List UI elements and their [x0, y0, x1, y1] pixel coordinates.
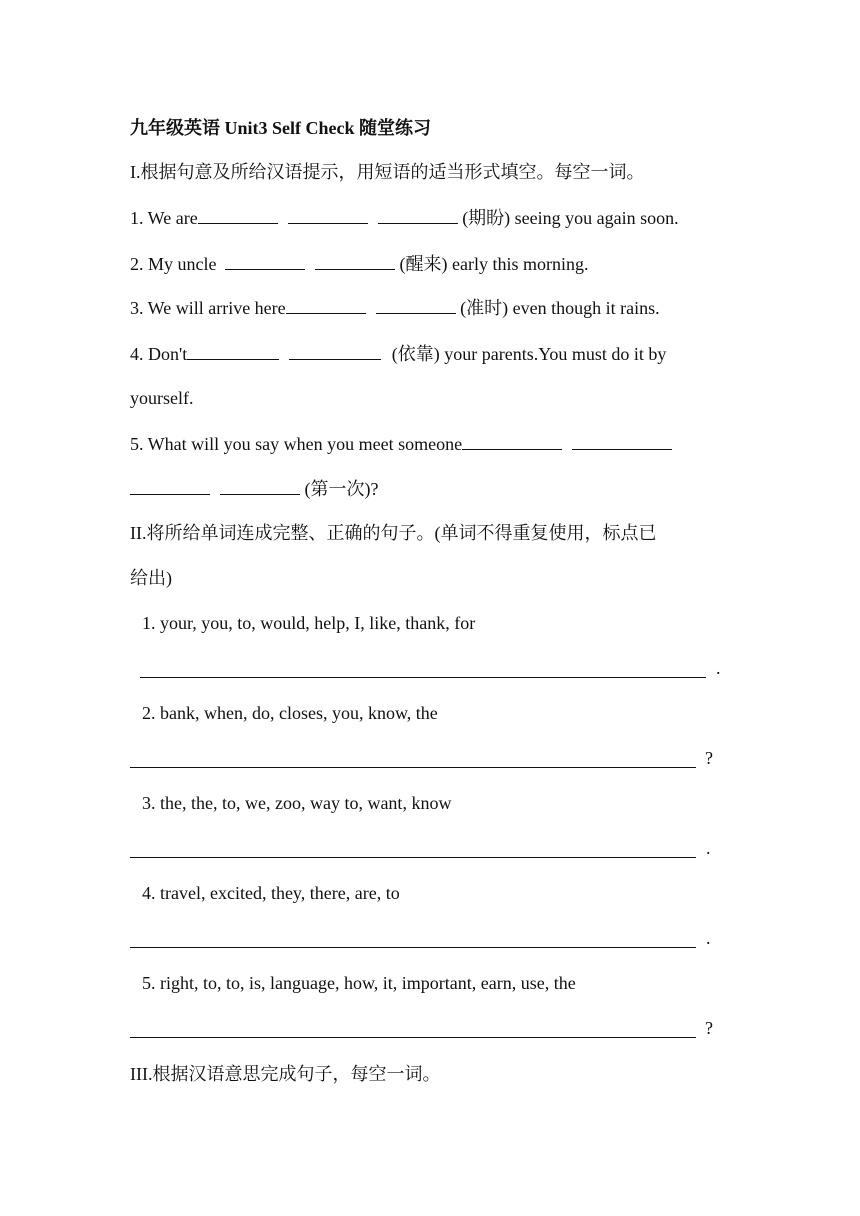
- s1-q5-prefix: 5. What will you say when you meet someone: [130, 434, 463, 454]
- s2-item-5-answer-line[interactable]: [130, 1037, 696, 1038]
- s1-question-1: [130, 205, 679, 230]
- s2-item-3-words: 3. the, the, to, we, zoo, way to, want, know: [142, 793, 452, 813]
- s2-item-5-words: 5. right, to, to, is, language, how, it, important, earn, use, the: [142, 973, 576, 993]
- s1-q2-prefix: 2. My uncle: [130, 254, 217, 274]
- s1-q4-hint: (依靠) your parents.You must do it by: [391, 344, 667, 364]
- s1-q4-prefix: 4. Don't: [130, 344, 188, 364]
- section2-heading-line1: II.将所给单词连成完整、正确的句子。(单词不得重复使用，标点已: [130, 523, 657, 543]
- s2-item-1-words: 1. your, you, to, would, help, I, like, thank, for: [142, 613, 476, 633]
- s1-question-4: [130, 341, 666, 366]
- s1-q3-blank-2[interactable]: [376, 295, 456, 314]
- section2-heading-line2: 给出): [130, 568, 172, 588]
- s1-question-5: [130, 431, 672, 456]
- s1-q1-blank-1[interactable]: [198, 205, 278, 224]
- s1-q4-blank-1[interactable]: [187, 341, 279, 360]
- s1-q3-blank-1[interactable]: [286, 295, 366, 314]
- s2-item-4-punct: .: [706, 928, 711, 948]
- section1-heading: I.根据句意及所给汉语提示，用短语的适当形式填空。每空一词。: [130, 162, 645, 182]
- s1-q1-hint: (期盼) seeing you again soon.: [462, 208, 679, 228]
- s1-q3-prefix: 3. We will arrive here: [130, 298, 286, 318]
- s2-item-1-punct: .: [716, 658, 721, 678]
- s1-q1-prefix: 1. We are: [130, 208, 198, 228]
- s1-q5-continuation: [130, 476, 378, 501]
- s2-item-2-words: 2. bank, when, do, closes, you, know, the: [142, 703, 438, 723]
- s2-item-5-punct: ?: [705, 1018, 713, 1038]
- s1-q1-blank-2[interactable]: [288, 205, 368, 224]
- s1-q5-hint: (第一次)?: [304, 479, 379, 499]
- s2-item-4-words: 4. travel, excited, they, there, are, to: [142, 883, 400, 903]
- s2-item-3-answer-line[interactable]: [130, 857, 696, 858]
- s1-q2-blank-2[interactable]: [315, 251, 395, 270]
- s2-item-4-answer-line[interactable]: [130, 947, 696, 948]
- s2-item-3-punct: .: [706, 838, 711, 858]
- s2-item-1-answer-line[interactable]: [140, 677, 706, 678]
- s1-q5-blank-1[interactable]: [462, 431, 562, 450]
- s1-q1-blank-3[interactable]: [378, 205, 458, 224]
- s1-question-2: [130, 251, 588, 276]
- section3-heading: III.根据汉语意思完成句子，每空一词。: [130, 1064, 441, 1084]
- s1-q3-hint: (准时) even though it rains.: [460, 298, 660, 318]
- s1-q2-hint: (醒来) early this morning.: [399, 254, 589, 274]
- s1-q5-blank-4[interactable]: [220, 476, 300, 495]
- s1-q4-blank-2[interactable]: [289, 341, 381, 360]
- s2-item-2-answer-line[interactable]: [130, 767, 696, 768]
- s1-q2-blank-1[interactable]: [225, 251, 305, 270]
- worksheet-title: 九年级英语 Unit3 Self Check 随堂练习: [130, 118, 431, 138]
- s2-item-2-punct: ?: [705, 748, 713, 768]
- s1-question-3: [130, 295, 660, 320]
- s1-q4-continuation: yourself.: [130, 388, 194, 408]
- s1-q5-blank-2[interactable]: [572, 431, 672, 450]
- s1-q5-blank-3[interactable]: [130, 476, 210, 495]
